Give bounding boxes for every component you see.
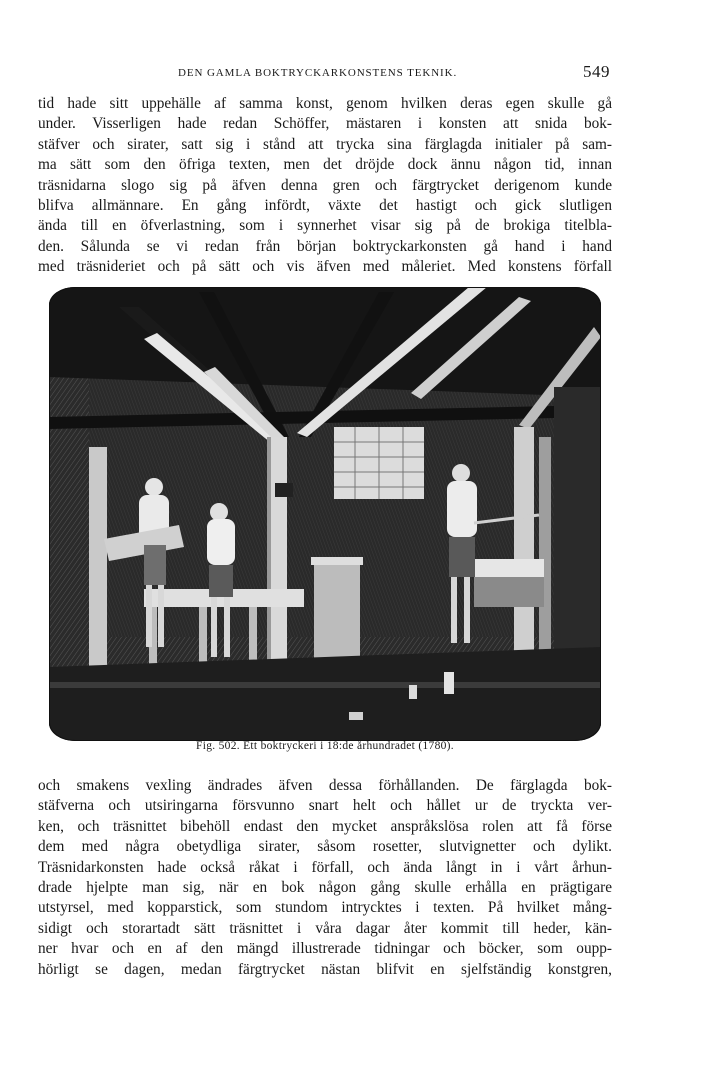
text-line: tid hade sitt uppehälle af samma konst, genom hvilken deras egen skulle gå (38, 95, 612, 112)
text-line: blifva allmännare. En gång infördt, växte det hastigt och gick slutligen (38, 196, 612, 214)
figure-caption: Fig. 502. Ett boktryckeri i 18:de århundradet (1780). (196, 740, 454, 752)
text-line: Träsnidarkonsten hade också råkat i förfall, och ända långt in i vårt århun- (38, 858, 612, 876)
text-line: utstyrsel, med kopparstick, som stundom intrycktes i texten. På hvilket mång- (38, 899, 612, 917)
engraving-figure (49, 287, 601, 741)
text-line: och smakens vexling ändrades äfven dessa förhållanden. De färglagda bok- (38, 777, 612, 794)
text-line: ner hvar och en af den mängd illustrerade tidningar och böcker, som oupp- (38, 940, 612, 958)
text-line: ken, och träsnittet bibehöll endast den mycket anspråkslösa rolen att få förse (38, 817, 612, 835)
text-line: stäfver och sirater, satt sig i stånd att trycka sina färglagda initialer på sam- (38, 135, 612, 153)
window (334, 427, 424, 499)
text-line: dem med några obetydliga sirater, såsom rosetter, slutvignetter och dylikt. (38, 838, 612, 856)
text-line: ända till en öfverlastning, som i synnerhet visar sig på de brokiga titelbla- (38, 217, 612, 235)
print-shop-engraving-image (49, 287, 601, 741)
paragraph-bottom (38, 776, 612, 980)
text-line: den. Sålunda se vi redan från början boktryckarkonsten gå hand i hand (38, 237, 612, 255)
text-line: träsnidarna slogo sig på äfven denna gren och färgtrycket derigenom kunde (38, 176, 612, 194)
text-line: drade hjelpte man sig, när en bok någon gång skulle erhålla en prägtigare (38, 878, 612, 896)
page-number: 549 (583, 62, 610, 81)
text-line: med träsnideriet och på sätt och vis äfven med måleriet. Med konstens förfall (38, 258, 612, 276)
running-head (38, 64, 610, 86)
text-line: sidigt och storartadt sätt träsnittet i våra dagar åter kommit till heder, kän- (38, 919, 612, 937)
paragraph-top (38, 94, 612, 278)
running-title: DEN GAMLA BOKTRYCKARKONSTENS TEKNIK. (178, 67, 458, 79)
text-line: stäfverna och utsiringarna försvunno snart helt och hållet ur de tryckta ver- (38, 797, 612, 815)
text-line: ma sätt som den öfriga texten, men det dröjde dock ännu någon tid, innan (38, 156, 612, 174)
text-line: hörligt se dagen, medan färgtrycket nästan blifvit en sjelfständig konstgren, (38, 960, 612, 978)
text-line: under. Visserligen hade redan Schöffer, mästaren i konsten att snida bok- (38, 115, 612, 133)
